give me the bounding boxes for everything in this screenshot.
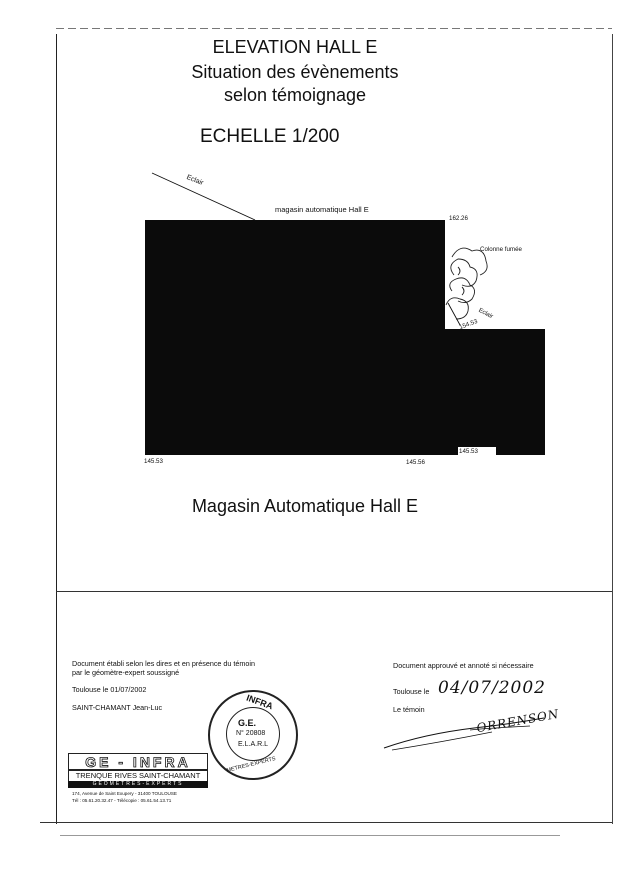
frame-right-border: [612, 34, 613, 824]
stamp-elarl: E.L.A.R.L: [238, 741, 268, 748]
stamp-number: N° 20808: [236, 730, 266, 737]
label-eclair-top: Eclair: [185, 173, 205, 188]
frame-left-border: [56, 34, 57, 824]
handwritten-date: 04/07/2002: [438, 678, 546, 698]
frame-top-border: [56, 28, 612, 29]
footer-left-date: Toulouse le 01/07/2002: [72, 685, 147, 694]
title-line-3: selon témoignage: [223, 85, 367, 105]
footer-right-line-1: Document approuvé et annoté si nécessaire: [393, 661, 534, 670]
title-line-2: Situation des évènements: [191, 62, 399, 82]
footer-left-line-1: Document établi selon les dires et en présence du témoin: [72, 659, 255, 668]
address-line-1: 174, Avenue de Saint Exupery - 31400 TOULOUSE: [72, 791, 177, 796]
label-eclair-right: Eclair: [477, 306, 495, 321]
footer-right-toulouse: Toulouse le: [393, 687, 430, 696]
title-line-1: ELEVATION HALL E: [212, 37, 378, 57]
stamp-bottom-text: METRES-EXPERTS: [226, 756, 277, 774]
drawing-caption: Magasin Automatique Hall E: [191, 496, 419, 516]
elev-top-right: 162.26: [449, 215, 468, 222]
scale-label: ECHELLE 1/200: [200, 126, 340, 147]
label-colonne-fumee: Colonne fumée: [480, 246, 522, 253]
elev-bottom-left: 145.53: [144, 458, 163, 465]
signature-scribble: [378, 706, 561, 758]
logo-text: GE - INFRA: [85, 754, 191, 770]
footer-divider: [56, 591, 612, 592]
address-line-2: Tél : 05.61.20.32.47 - Télécopie : 05.61.54.13.71: [72, 798, 172, 803]
frame-bottom-border: [40, 822, 612, 823]
lightning-line-right: [448, 303, 460, 325]
company-stamp: [208, 690, 298, 780]
elev-step: 154.53: [458, 317, 479, 332]
stamp-ge: G.E.: [238, 718, 257, 728]
building-silhouette: [145, 220, 545, 455]
signature-text: ORRENSON: [475, 706, 561, 736]
frame-bottom-line: [60, 835, 560, 836]
footer-left-name: SAINT-CHAMANT Jean-Luc: [72, 703, 163, 712]
logo-subtitle: GEOMETRES-EXPERTS: [68, 781, 208, 788]
label-magasin: magasin automatique Hall E: [275, 205, 369, 214]
logo-names: TRENQUE RIVES SAINT-CHAMANT: [75, 771, 201, 780]
elev-bottom-mid: 145.56: [406, 459, 425, 466]
stamp-top-text: INFRA: [245, 692, 275, 712]
footer-left-line-2: par le géomètre-expert soussigné: [72, 668, 180, 677]
elev-bottom-right: 145.53: [459, 448, 478, 455]
footer-right-temoin: Le témoin: [393, 705, 425, 714]
elev-top-left: 162.28: [145, 212, 164, 219]
